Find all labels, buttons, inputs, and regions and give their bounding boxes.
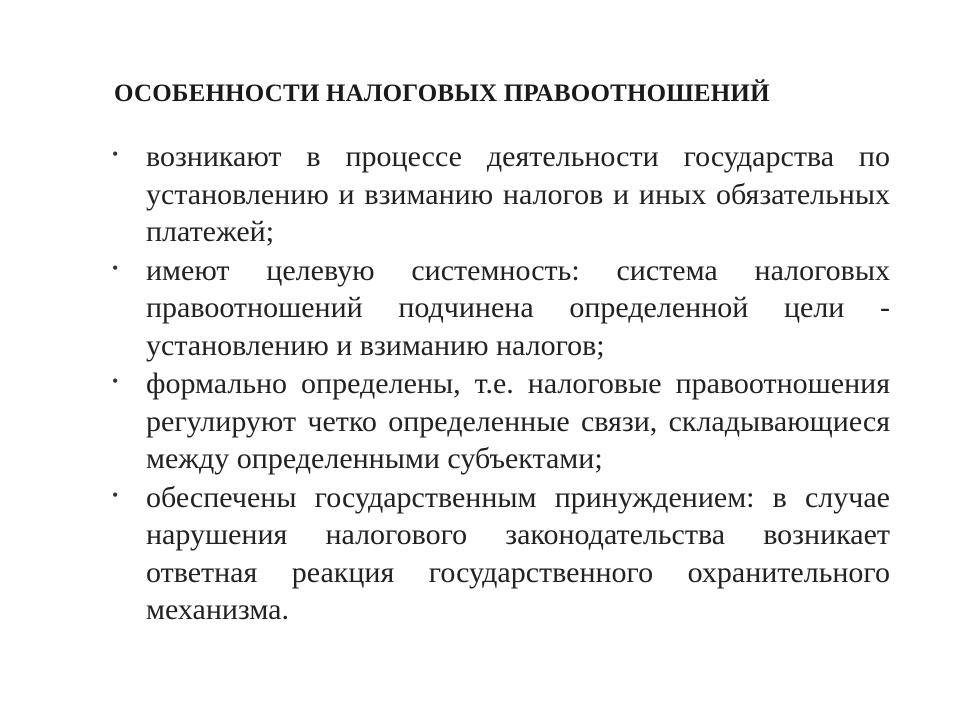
bullet-text: обеспечены государственным принуждением: в случае нарушения налогового законодательства возникает ответная реакция государственного охранительного механизма. (146, 480, 890, 626)
bullet-item (110, 252, 890, 365)
bullet-text: имеют целевую системность: система налоговых правоотношений подчинена определенной цели - установлению и взиманию налогов; (146, 253, 890, 362)
slide-title: ОСОБЕННОСТИ НАЛОГОВЫХ ПРАВООТНОШЕНИЙ (114, 80, 770, 107)
bullet-icon: • (112, 257, 119, 278)
bullet-icon: • (112, 144, 119, 164)
bullet-icon: • (112, 484, 119, 505)
bullet-text: формально определены, т.е. налоговые правоотношения регулируют четко определенные связи, складывающиеся между определенными субъектами; (146, 367, 890, 475)
bullet-item (110, 365, 890, 478)
bullet-text: возникают в процессе деятельности государства по установлению и взиманию налогов и иных обязательных платежей; (146, 140, 890, 248)
bullet-icon: • (112, 371, 119, 391)
bullet-item (110, 138, 890, 251)
bullet-list (110, 138, 890, 630)
bullet-item (110, 479, 890, 629)
